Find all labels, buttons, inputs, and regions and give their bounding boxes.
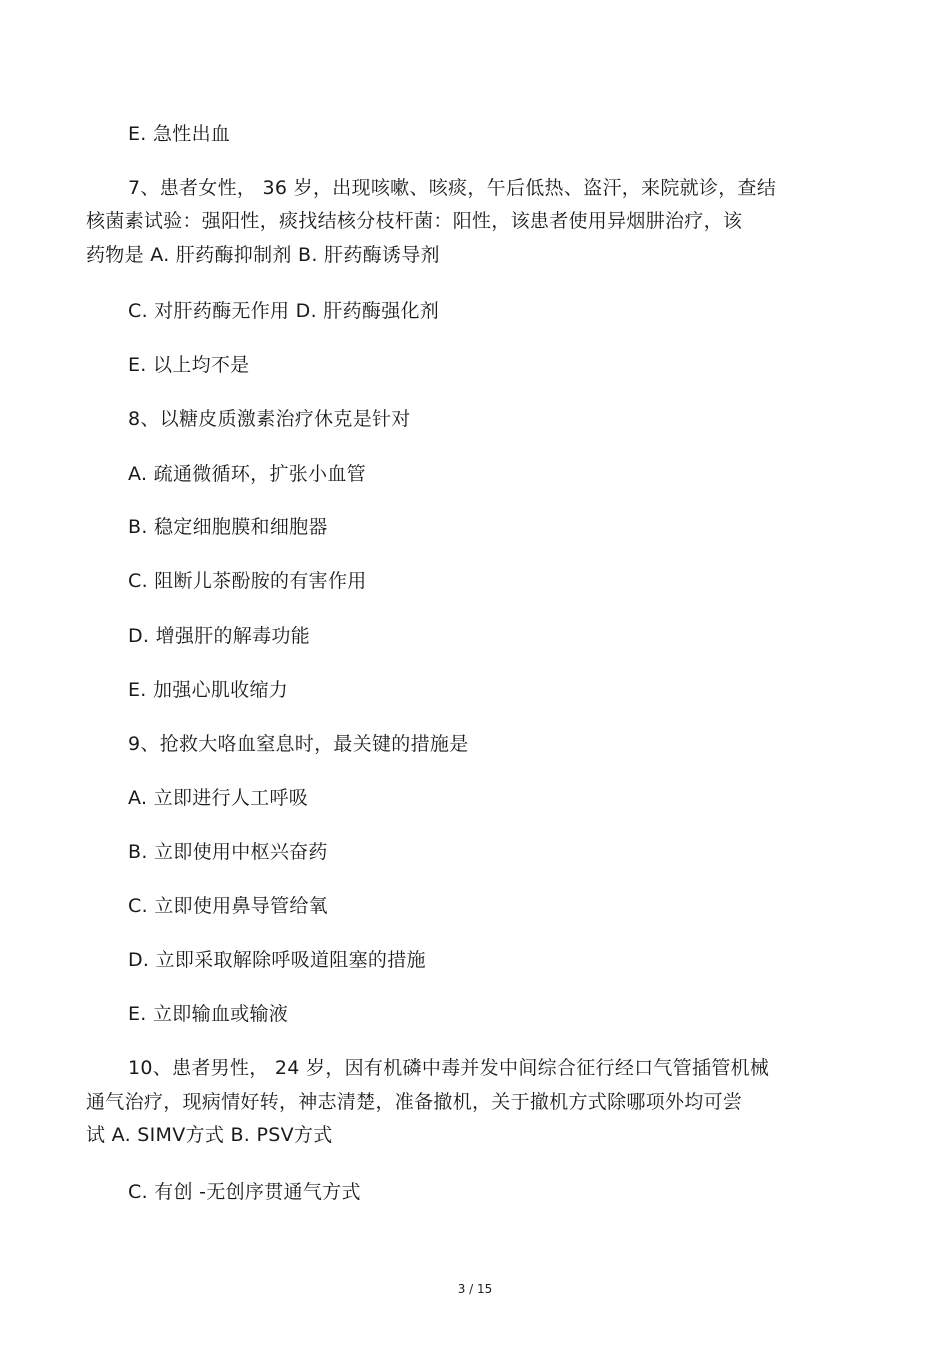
- question-9-stem: 9、抢救大咯血窒息时，最关键的措施是: [128, 733, 469, 755]
- question-8-option-a: A. 疏通微循环，扩张小血管: [128, 463, 366, 485]
- page-number: 3 / 15: [457, 1282, 493, 1296]
- question-7-option-e: E. 以上均不是: [128, 354, 250, 376]
- question-9-option-c: C. 立即使用鼻导管给氧: [128, 895, 328, 917]
- question-8-option-b: B. 稳定细胞膜和细胞器: [128, 516, 328, 538]
- question-10-line-3: 试 A. SIMV方式 B. PSV方式: [86, 1124, 333, 1146]
- question-9-option-a: A. 立即进行人工呼吸: [128, 787, 309, 809]
- question-9-option-e: E. 立即输血或输液: [128, 1003, 289, 1025]
- question-8-option-d: D. 增强肝的解毒功能: [128, 625, 311, 647]
- question-9-option-d: D. 立即采取解除呼吸道阻塞的措施: [128, 949, 426, 971]
- question-7-line-3: 药物是 A. 肝药酶抑制剂 B. 肝药酶诱导剂: [86, 244, 440, 266]
- question-8-option-e: E. 加强心肌收缩力: [128, 679, 289, 701]
- question-7-options-cd: C. 对肝药酶无作用 D. 肝药酶强化剂: [128, 300, 440, 322]
- question-7-line-1: 7、患者女性， 36 岁，出现咳嗽、咳痰，午后低热、盗汗，来院就诊，查结: [128, 177, 777, 199]
- question-10-option-c: C. 有创 -无创序贯通气方式: [128, 1181, 361, 1203]
- question-10-line-2: 通气治疗，现病情好转，神志清楚，准备撤机，关于撤机方式除哪项外均可尝: [86, 1091, 743, 1113]
- question-8-option-c: C. 阻断儿茶酚胺的有害作用: [128, 570, 367, 592]
- question-10-line-1: 10、患者男性， 24 岁，因有机磷中毒并发中间综合征行经口气管插管机械: [128, 1057, 770, 1079]
- question-7-line-2: 核菌素试验：强阳性，痰找结核分枝杆菌：阳性，该患者使用异烟肼治疗，该: [86, 210, 743, 232]
- question-8-stem: 8、以糖皮质激素治疗休克是针对: [128, 408, 411, 430]
- question-9-option-b: B. 立即使用中枢兴奋药: [128, 841, 328, 863]
- option-e-q6: E. 急性出血: [128, 123, 231, 145]
